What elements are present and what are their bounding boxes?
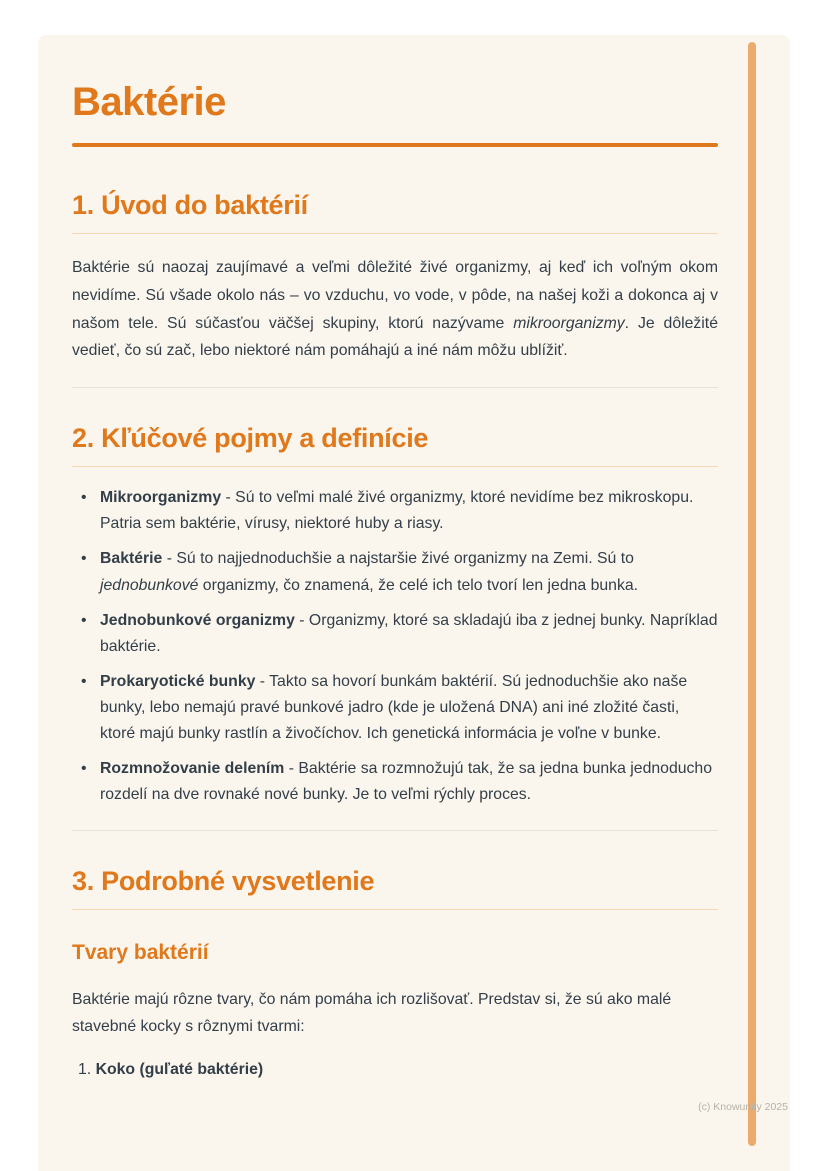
- definition-item: [72, 485, 718, 537]
- term-definition: - Takto sa hovorí bunkám baktérií. Sú jednoduchšie ako naše bunky, lebo nemajú pravé bunkové jadro (kde je uložená DNA) ani iné zložité časti, ktoré majú bunky rastlín a živočíchov. Ich genetická informácia je voľne v bunke.: [100, 672, 688, 742]
- section-intro: [72, 189, 718, 365]
- shapes-paragraph: Baktérie majú rôzne tvary, čo nám pomáha ich rozlišovať. Predstav si, že sú ako malé stavebné kocky s rôznymi tvarmi:: [72, 990, 672, 1036]
- section-intro-heading: 1. Úvod do baktérií: [72, 189, 718, 234]
- term-label: Mikroorganizmy: [100, 489, 222, 507]
- term-label: Jednobunkové organizmy: [100, 611, 295, 629]
- page-title: Baktérie: [72, 80, 226, 124]
- term-label: Rozmnožovanie delením: [100, 759, 285, 777]
- section-divider: [72, 830, 718, 831]
- section-detail: [72, 865, 718, 1083]
- term-definition: - Baktérie sa rozmnožujú tak, že sa jedna bunka jednoducho rozdelí na dve rovnaké nové bunky. Je to veľmi rýchly proces.: [100, 759, 712, 803]
- term-label: Prokaryotické bunky: [100, 672, 256, 690]
- item-number: 1.: [78, 1060, 92, 1078]
- title-rule: [72, 143, 718, 147]
- term-label: Baktérie: [100, 550, 163, 568]
- page-accent-bar: [748, 42, 756, 1146]
- italic-term: mikroorganizmy: [513, 314, 625, 332]
- italic-term: jednobunkové: [100, 576, 199, 594]
- shapes-list: [72, 1057, 718, 1083]
- copyright-note: (c) Knowunity 2025: [698, 1101, 788, 1113]
- paragraph-text: . Je dôležité vedieť, čo sú zač, lebo niektoré nám pomáhajú a iné nám môžu ublížiť.: [72, 314, 718, 360]
- term-definition: - Organizmy, ktoré sa skladajú iba z jednej bunky. Napríklad baktérie.: [100, 611, 718, 655]
- term-definition: - Sú to najjednoduchšie a najstaršie živé organizmy na Zemi. Sú to: [162, 550, 634, 568]
- definition-item: [72, 608, 718, 660]
- note-page: [38, 35, 790, 1171]
- definition-item: [72, 669, 718, 747]
- section-divider: [72, 387, 718, 388]
- term-definition: - Sú to veľmi malé živé organizmy, ktoré nevidíme bez mikroskopu. Patria sem baktérie, vírusy, niektoré huby a riasy.: [100, 489, 694, 533]
- intro-paragraph: [72, 254, 718, 365]
- section-detail-heading: 3. Podrobné vysvetlenie: [72, 865, 718, 910]
- subsection-heading: Tvary baktérií: [72, 941, 209, 965]
- term-definition: organizmy, čo znamená, že celé ich telo tvorí len jedna bunka.: [198, 576, 639, 594]
- term-label: Koko (guľaté baktérie): [95, 1060, 264, 1078]
- numbered-item: [72, 1057, 718, 1083]
- paragraph-text: Baktérie sú naozaj zaujímavé a veľmi dôležité živé organizmy, aj keď ich voľným okom nevidíme. Sú všade okolo nás – vo vzduchu, vo vode, v pôde, na našej koži a dokonca aj v našom tele. Sú súčasťou väčšej skupiny, ktorú nazývame: [72, 259, 718, 332]
- definition-item: [72, 546, 718, 598]
- section-terms: [72, 422, 718, 808]
- definition-item: [72, 756, 718, 808]
- definitions-list: [72, 485, 718, 808]
- section-terms-heading: 2. Kľúčové pojmy a definície: [72, 422, 718, 467]
